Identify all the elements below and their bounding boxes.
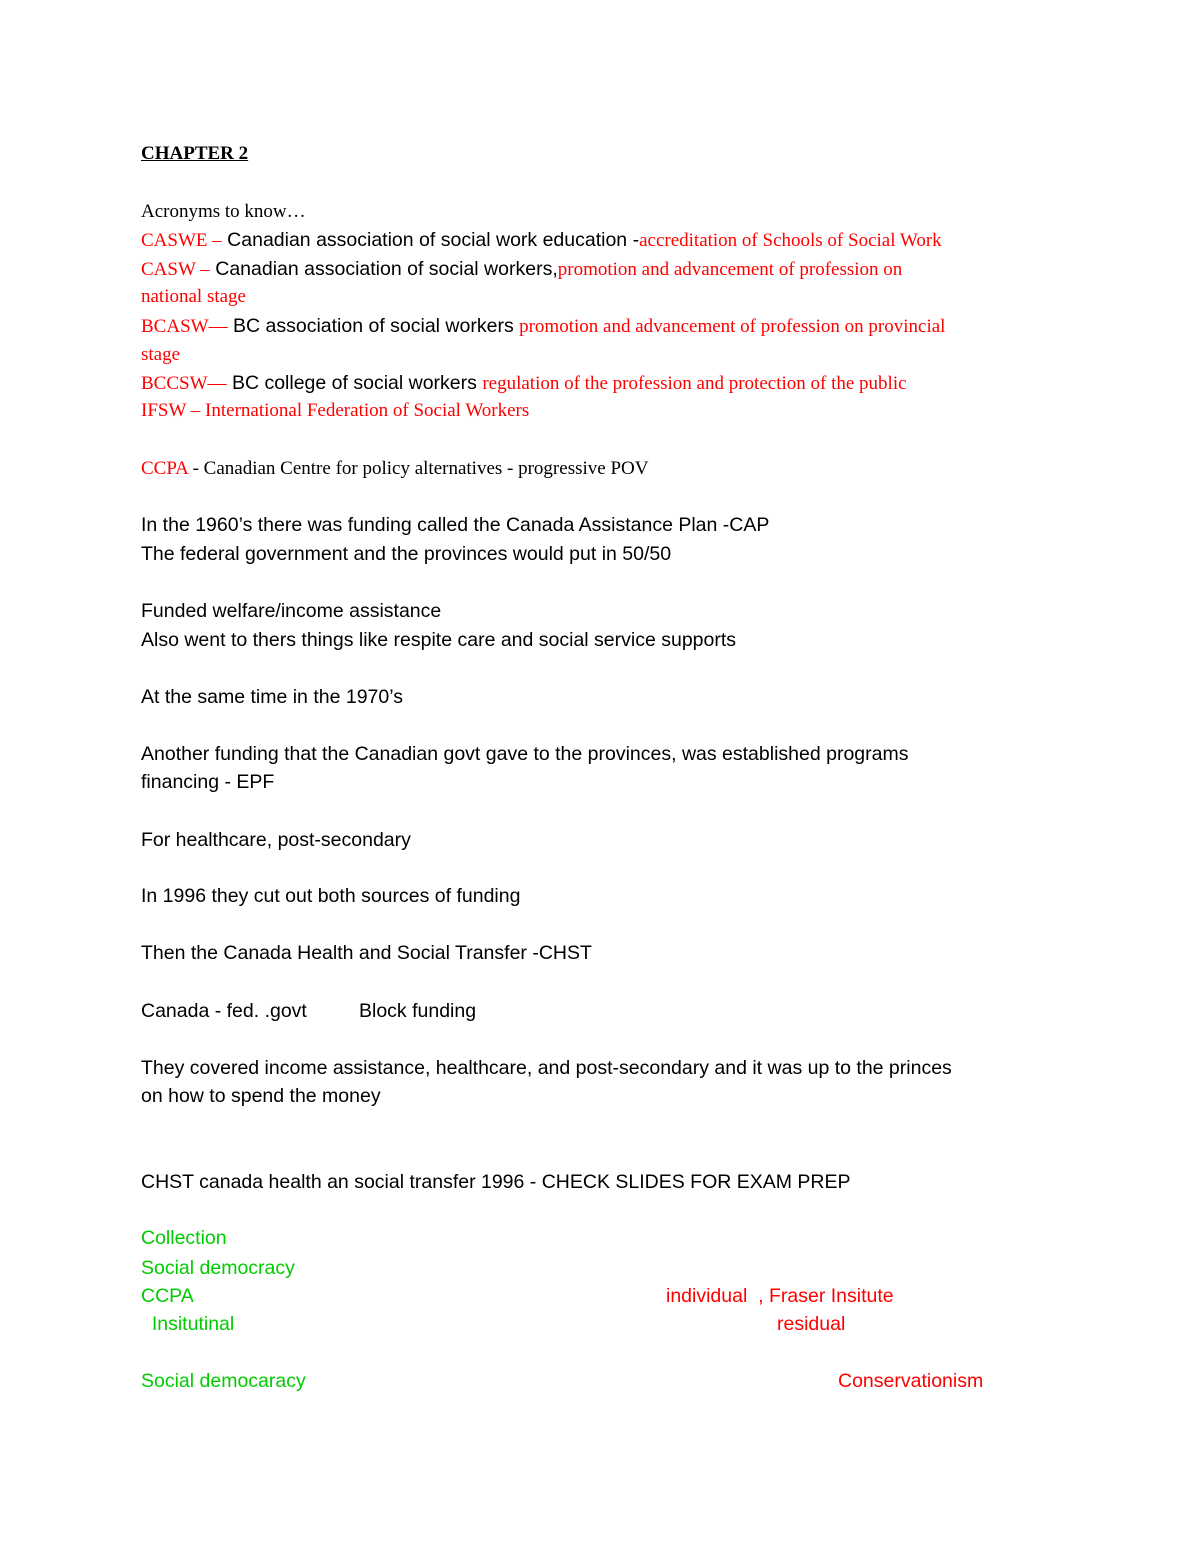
- right-individual: individual , Fraser Insitute: [666, 1285, 894, 1307]
- note-block-right: Block funding: [359, 1000, 477, 1022]
- bcasw-name: BC association of social workers: [227, 315, 520, 337]
- bccsw-abbr: BCCSW—: [141, 373, 227, 394]
- acronym-bcasw: [141, 312, 945, 342]
- caswe-name: Canadian association of social work education -: [221, 229, 640, 251]
- acronym-caswe: [141, 226, 942, 256]
- caswe-desc: accreditation of Schools of Social Work: [639, 230, 942, 251]
- note-cap-1: In the 1960’s there was funding called the Canada Assistance Plan -CAP: [141, 514, 770, 536]
- right-conservationism: Conservationism: [838, 1370, 984, 1392]
- note-chst: Then the Canada Health and Social Transfer -CHST: [141, 942, 592, 964]
- note-block-left: Canada - fed. .govt: [141, 1000, 307, 1022]
- note-same-time: At the same time in the 1970’s: [141, 686, 403, 708]
- caswe-abbr: CASWE –: [141, 230, 222, 251]
- chapter-title: CHAPTER 2: [141, 143, 249, 164]
- casw-name: Canadian association of social workers,: [209, 258, 558, 280]
- bcasw-desc-cont: stage: [141, 344, 181, 365]
- left-ccpa: CCPA: [141, 1285, 194, 1307]
- bcasw-abbr: BCASW—: [141, 316, 228, 337]
- note-epf-1: Another funding that the Canadian govt gave to the provinces, was established programs: [141, 743, 909, 765]
- casw-desc-cont: national stage: [141, 286, 246, 307]
- left-social-democracy: Social democracy: [141, 1257, 295, 1279]
- acronyms-intro: Acronyms to know…: [141, 201, 306, 222]
- acronym-ifsw: IFSW – International Federation of Social Workers: [141, 400, 530, 421]
- note-healthcare: For healthcare, post-secondary: [141, 829, 411, 851]
- casw-abbr: CASW –: [141, 259, 210, 280]
- ccpa-desc: - Canadian Centre for policy alternatives - progressive POV: [187, 458, 649, 479]
- note-funded-1: Funded welfare/income assistance: [141, 600, 442, 622]
- bccsw-name: BC college of social workers: [226, 372, 483, 394]
- ccpa-abbr: CCPA: [141, 458, 188, 479]
- acronym-casw: [141, 255, 902, 285]
- note-funded-2: Also went to thers things like respite care and social service supports: [141, 629, 737, 651]
- bccsw-desc: regulation of the profession and protection of the public: [482, 373, 907, 394]
- note-epf-2: financing - EPF: [141, 771, 275, 793]
- note-covered-2: on how to spend the money: [141, 1085, 381, 1107]
- left-collection: Collection: [141, 1227, 227, 1249]
- note-cap-2: The federal government and the provinces would put in 50/50: [141, 543, 672, 565]
- acronym-ccpa: [141, 455, 648, 484]
- acronym-bccsw: [141, 369, 907, 399]
- right-residual: residual: [777, 1313, 846, 1335]
- casw-desc: promotion and advancement of profession on: [557, 259, 903, 280]
- note-covered-1: They covered income assistance, healthcare, and post-secondary and it was up to the princes: [141, 1057, 952, 1079]
- left-insitutinal: Insitutinal: [141, 1313, 235, 1335]
- note-cut: In 1996 they cut out both sources of funding: [141, 885, 521, 907]
- note-exam: CHST canada health an social transfer 1996 - CHECK SLIDES FOR EXAM PREP: [141, 1171, 851, 1193]
- left-social-democaracy: Social democaracy: [141, 1370, 306, 1392]
- bcasw-desc: promotion and advancement of profession on provincial: [519, 316, 946, 337]
